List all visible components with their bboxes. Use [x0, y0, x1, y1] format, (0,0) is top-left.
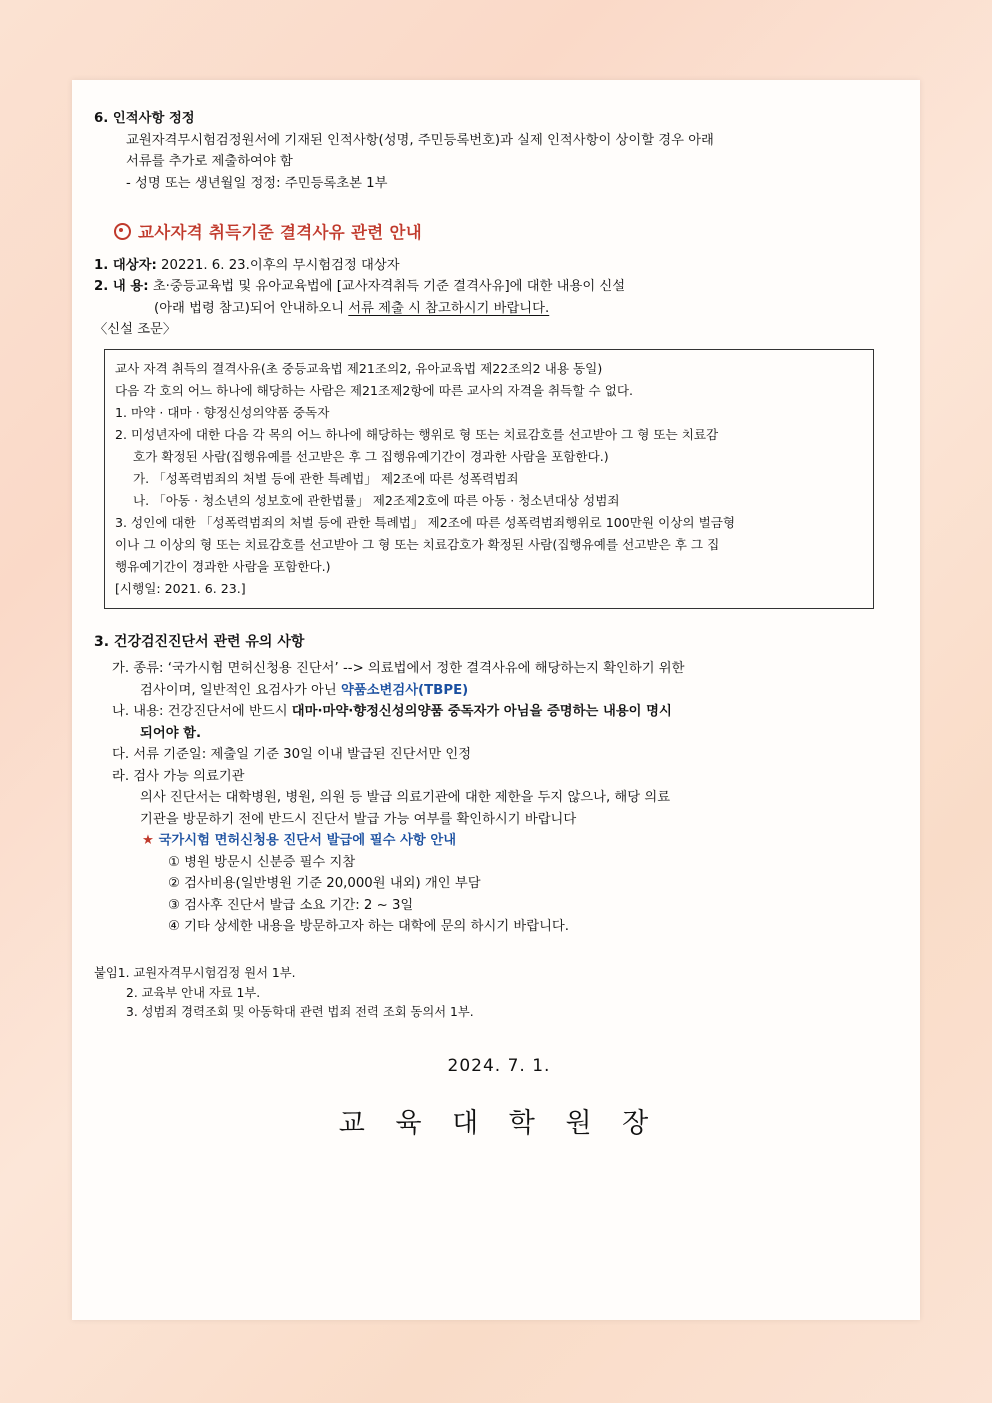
section3-a-text-2: 검사이며, 일반적인 요검사가 아닌	[140, 682, 341, 698]
section6-line-2: 서류를 추가로 제출하여야 함	[126, 154, 293, 170]
section3-item-b	[94, 701, 904, 723]
section3-d-line-1: 의사 진단서는 대학병원, 병원, 의원 등 발급 의료기관에 대한 제한을 두지 않으나, 해당 의료	[140, 790, 671, 806]
red-section-title-text: 교사자격 취득기준 결격사유 관련 안내	[138, 223, 423, 243]
section3-a-text: ‘국가시험 면허신청용 진단서’ --> 의료법에서 정한 결격사유에 해당하는지 확인하기 위한	[167, 660, 685, 676]
target-text: 20221. 6. 23.이후의 무시험검정 대상자	[161, 257, 400, 273]
box-line-5: 호가 확정된 사람(집행유예를 선고받은 후 그 집행유예기간이 경과한 사람을 포함한다.)	[133, 449, 609, 465]
law-text-box	[104, 349, 874, 609]
content-row-2	[94, 298, 904, 320]
document-page	[72, 80, 920, 1320]
content-text-2: (아래 법령 참고)되어 안내하오니	[154, 300, 349, 316]
document-content	[94, 108, 904, 1146]
content-text: 초·중등교육법 및 유아교육법에 [교사자격취득 기준 결격사유]에 대한 내용이 신설	[152, 279, 626, 295]
section3-item-a-line2	[94, 680, 904, 702]
box-line-4: 2. 미성년자에 대한 다음 각 목의 어느 하나에 해당하는 행위로 형 또는 치료감호를 선고받아 그 형 또는 치료감	[115, 427, 719, 443]
section6-line-3: - 성명 또는 생년월일 정정: 주민등록초본 1부	[126, 175, 388, 191]
box-line-3: 1. 마약 · 대마 · 향정신성의약품 중독자	[115, 405, 330, 421]
target-row	[94, 255, 904, 277]
box-line-2: 다음 각 호의 어느 하나에 해당하는 사람은 제21조제2항에 따른 교사의 자격을 취득할 수 없다.	[115, 383, 634, 398]
section3-a-label: 가. 종류:	[112, 660, 164, 676]
attachment-line-3: 3. 성범죄 경력조회 및 아동학대 관련 법죄 전력 조회 동의서 1부.	[126, 1005, 474, 1020]
section3-item-c	[94, 744, 904, 766]
section3-item-d: 라. 검사 가능 의료기관	[112, 768, 245, 784]
tbpe-highlight: 약품소변검사(TBPE)	[340, 682, 469, 698]
box-line-8: 3. 성인에 대한 「성폭력범죄의 처벌 등에 관한 특례법」 제2조에 따른 성폭력범죄행위로 100만원 이상의 벌금형	[115, 515, 736, 531]
section3-c-label: 다. 서류 기준일:	[112, 747, 207, 763]
star-note	[94, 830, 904, 852]
numbered-item-1: ① 병원 방문시 신분증 필수 지참	[168, 854, 356, 870]
numbered-item-4: ④ 기타 상세한 내용을 방문하고자 하는 대학에 문의 하시기 바랍니다.	[168, 919, 569, 935]
box-line-10: 행유예기간이 경과한 사람을 포함한다.)	[115, 559, 331, 575]
section3-c-text: 제출일 기준 30일 이내 발급된 진단서만 인정	[210, 747, 472, 763]
box-line-6: 가. 「성폭력범죄의 처벌 등에 관한 특례법」 제2조에 따른 성폭력범죄	[133, 471, 519, 487]
content-label: 2. 내 용:	[94, 279, 149, 295]
document-signer: 교 육 대 학 원 장	[338, 1108, 660, 1140]
box-line-1: 교사 자격 취득의 결격사유(초 중등교육법 제21조의2, 유아교육법 제22조의2 내용 동일)	[115, 360, 603, 376]
box-line-7: 나. 「아동 · 청소년의 성보호에 관한법률」 제2조제2호에 따른 아동 · 청소년대상 성범죄	[133, 493, 620, 509]
attachments	[94, 964, 904, 1023]
section3-item-a	[94, 658, 904, 680]
section3-b-text-bold: 대마·마약·향정신성의양품 중독자가 아님을 증명하는 내용이 명시	[291, 704, 672, 720]
section3-b-text: 건강진단서에 반드시	[167, 704, 292, 720]
content-row	[94, 276, 904, 298]
section3-b-label: 나. 내용:	[112, 704, 164, 720]
section6-heading: 6. 인적사항 정정	[94, 111, 195, 126]
section6-line-1: 교원자격무시험검정원서에 기재된 인적사항(성명, 주민등록번호)과 실제 인적사항이 상이할 경우 아래	[126, 132, 714, 148]
box-line-11: [시행일: 2021. 6. 23.]	[115, 581, 246, 597]
box-line-9: 이나 그 이상의 형 또는 치료감호를 선고받아 그 형 또는 치료감호가 확정된 사람(집행유예를 선고받은 후 그 집	[115, 537, 720, 553]
new-article-label: 〈신설 조문〉	[94, 322, 177, 338]
attachment-line-1: 붙임1. 교원자격무시험검정 원서 1부.	[94, 965, 296, 980]
section3-d-line-2: 기관을 방문하기 전에 반드시 진단서 발급 가능 여부를 확인하시기 바랍니다	[140, 811, 577, 827]
star-icon: ★	[142, 833, 154, 849]
section3-b-line2: 되어야 함.	[140, 725, 202, 741]
attachment-line-2: 2. 교육부 안내 자료 1부.	[126, 985, 261, 1000]
circle-bullet-icon	[114, 223, 131, 240]
section3-heading: 3. 건강검진진단서 관련 유의 사항	[94, 634, 305, 651]
star-note-text: 국가시험 면허신청용 진단서 발급에 필수 사항 안내	[158, 833, 457, 849]
red-section-title	[94, 220, 904, 247]
target-label: 1. 대상자:	[94, 257, 157, 273]
document-date: 2024. 7. 1.	[447, 1055, 551, 1076]
content-text-underlined: 서류 제출 시 참고하시기 바랍니다.	[348, 300, 550, 316]
numbered-item-3: ③ 검사후 진단서 발급 소요 기간: 2 ~ 3일	[168, 897, 414, 913]
numbered-item-2: ② 검사비용(일반병원 기준 20,000원 내외) 개인 부담	[168, 876, 481, 892]
